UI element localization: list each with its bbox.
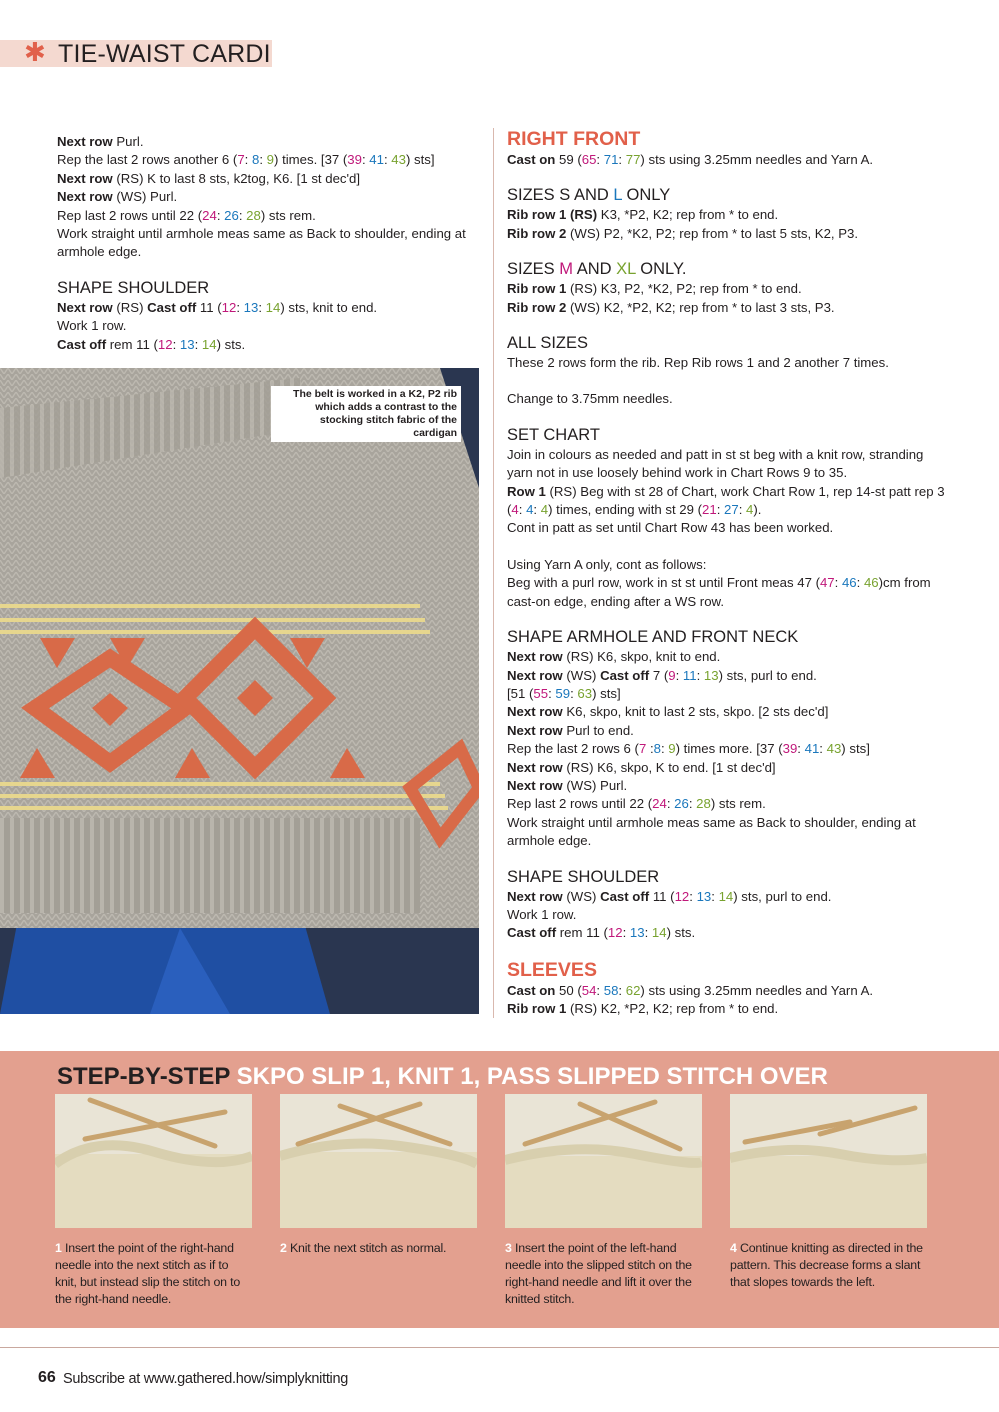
instruction-line: Next row K6, skpo, knit to last 2 sts, skpo. [2 sts dec'd] — [507, 704, 829, 720]
instruction-line: Cast off rem 11 (12: 13: 14) sts. — [57, 336, 246, 352]
knitting-needles-image — [505, 1094, 702, 1228]
instruction-line: Cast off rem 11 (12: 13: 14) sts. — [507, 925, 696, 941]
instruction-line: Work 1 row. — [507, 906, 577, 922]
instruction-line: These 2 rows form the rib. Rep Rib rows 1 and 2 another 7 times. — [507, 355, 889, 371]
spacer — [507, 372, 947, 390]
section-heading-sizes-s-l: SIZES S AND L ONLY — [507, 186, 671, 205]
step-by-step-band — [0, 1051, 999, 1328]
step-by-step-title: STEP-BY-STEP SKPO SLIP 1, KNIT 1, PASS SLIPPED STITCH OVER — [57, 1063, 828, 1090]
page-number: 66 — [38, 1369, 56, 1386]
right-column — [507, 128, 947, 1019]
instruction-line: Rep the last 2 rows another 6 (7: 8: 9) times. [37 (39: 41: 43) sts] — [57, 152, 435, 168]
step-photo — [55, 1094, 252, 1228]
step-text: 4 Continue knitting as directed in the pattern. This decrease forms a slant that slopes towards the left. — [730, 1241, 923, 1289]
section-heading-right-front: RIGHT FRONT — [507, 128, 641, 150]
instruction-line: Work 1 row. — [57, 318, 127, 334]
instruction-line: Cast on 50 (54: 58: 62) sts using 3.25mm needles and Yarn A. — [507, 982, 874, 998]
instruction-line: Cast on 59 (65: 71: 77) sts using 3.25mm needles and Yarn A. — [507, 152, 874, 167]
step-text: 2 Knit the next stitch as normal. — [280, 1241, 447, 1255]
instruction-line: Next row Purl to end. — [507, 722, 634, 738]
cardigan-photo — [0, 368, 479, 1014]
instruction-line: Join in colours as needed and patt in st st beg with a knit row, stranding yarn not in use loosely behind work in Chart Rows 9 to 35. — [507, 446, 924, 481]
spacer — [507, 538, 947, 556]
instruction-line: Rib row 1 (RS) K2, *P2, K2; rep from * to end. — [507, 1001, 779, 1017]
photo-caption: The belt is worked in a K2, P2 rib which adds a contrast to the stocking stitch fabric of the cardigan — [271, 386, 461, 442]
asterisk-icon: ✱ — [24, 38, 46, 68]
footer-rule — [0, 1347, 999, 1348]
section-heading-set-chart: SET CHART — [507, 425, 600, 444]
knitting-needles-image — [730, 1094, 927, 1228]
step-text: 1 Insert the point of the right-hand needle into the next stitch as if to knit, but instead slip the stitch on to the right-hand needle. — [55, 1241, 241, 1306]
instruction-line: Next row Purl. — [57, 134, 144, 149]
instruction-line: Row 1 (RS) Beg with st 28 of Chart, work Chart Row 1, rep 14-st patt rep 3 (4: 4: 4) times, ending with st 29 (21: 27: 4). — [507, 483, 945, 518]
instruction-line: Change to 3.75mm needles. — [507, 391, 673, 407]
instruction-line: Cont in patt as set until Chart Row 43 has been worked. — [507, 520, 834, 536]
instruction-line: Rep last 2 rows until 22 (24: 26: 28) sts rem. — [57, 207, 316, 223]
instruction-line: Rib row 1 (RS) K3, P2, *K2, P2; rep from * to end. — [507, 281, 802, 297]
instruction-line: Rib row 2 (WS) K2, *P2, K2; rep from * to last 3 sts, P3. — [507, 299, 835, 315]
knitting-needles-image — [55, 1094, 252, 1228]
instruction-line: Rep last 2 rows until 22 (24: 26: 28) sts rem. — [507, 796, 766, 812]
step-text: 3 Insert the point of the left-hand needle into the slipped stitch on the right-hand needle and lift it over the knitted stitch. — [505, 1241, 692, 1306]
instruction-line: Next row (WS) Purl. — [57, 189, 178, 205]
instruction-line: Next row (WS) Cast off 11 (12: 13: 14) sts, purl to end. — [507, 888, 832, 904]
step-3 — [505, 1094, 702, 1308]
instruction-line: Using Yarn A only, cont as follows: — [507, 556, 707, 572]
section-heading-shape-shoulder: SHAPE SHOULDER — [507, 867, 660, 886]
instruction-line: Work straight until armhole meas same as Back to shoulder, ending at armhole edge. — [57, 226, 466, 260]
instruction-line: Next row (WS) Purl. — [507, 777, 628, 793]
instruction-line: Next row (RS) K to last 8 sts, k2tog, K6. [1 st dec'd] — [57, 170, 361, 186]
instruction-line: Rib row 1 (RS) K3, *P2, K2; rep from * to end. — [507, 207, 779, 223]
section-heading-all-sizes: ALL SIZES — [507, 334, 589, 353]
instruction-line: Next row (RS) K6, skpo, K to end. [1 st dec'd] — [507, 759, 776, 775]
step-photo — [505, 1094, 702, 1228]
section-heading-shape-shoulder: SHAPE SHOULDER — [57, 278, 210, 297]
step-1 — [55, 1094, 252, 1308]
knitting-needles-image — [280, 1094, 477, 1228]
instruction-line: Next row (RS) K6, skpo, knit to end. — [507, 649, 721, 665]
cardigan-illustration — [0, 368, 479, 1014]
instruction-line: Next row (WS) Cast off 7 (9: 11: 13) sts, purl to end. — [507, 667, 817, 683]
step-photo — [730, 1094, 927, 1228]
section-heading-shape-armhole: SHAPE ARMHOLE AND FRONT NECK — [507, 628, 799, 647]
instruction-line: Rep the last 2 rows 6 (7 :8: 9) times more. [37 (39: 41: 43) sts] — [507, 741, 870, 757]
instruction-line: Beg with a purl row, work in st st until Front meas 47 (47: 46: 46)cm from cast-on edge, ending after a WS row. — [507, 575, 931, 609]
step-4 — [730, 1094, 927, 1291]
section-heading-sleeves: SLEEVES — [507, 958, 597, 981]
left-column — [57, 133, 487, 354]
instruction-line: Next row (RS) Cast off 11 (12: 13: 14) sts, knit to end. — [57, 299, 378, 315]
instruction-line: [51 (55: 59: 63) sts] — [507, 685, 621, 701]
step-2 — [280, 1094, 477, 1257]
instruction-line: Work straight until armhole meas same as Back to shoulder, ending at armhole edge. — [507, 814, 916, 849]
subscribe-link[interactable]: Subscribe at www.gathered.how/simplyknitting — [63, 1371, 348, 1387]
instruction-line: Rib row 2 (WS) P2, *K2, P2; rep from * to last 5 sts, K2, P3. — [507, 225, 859, 241]
page-title: TIE-WAIST CARDI — [58, 40, 271, 68]
column-divider — [493, 128, 494, 1018]
section-heading-sizes-m-xl: SIZES M AND XL ONLY. — [507, 260, 687, 279]
step-photo — [280, 1094, 477, 1228]
